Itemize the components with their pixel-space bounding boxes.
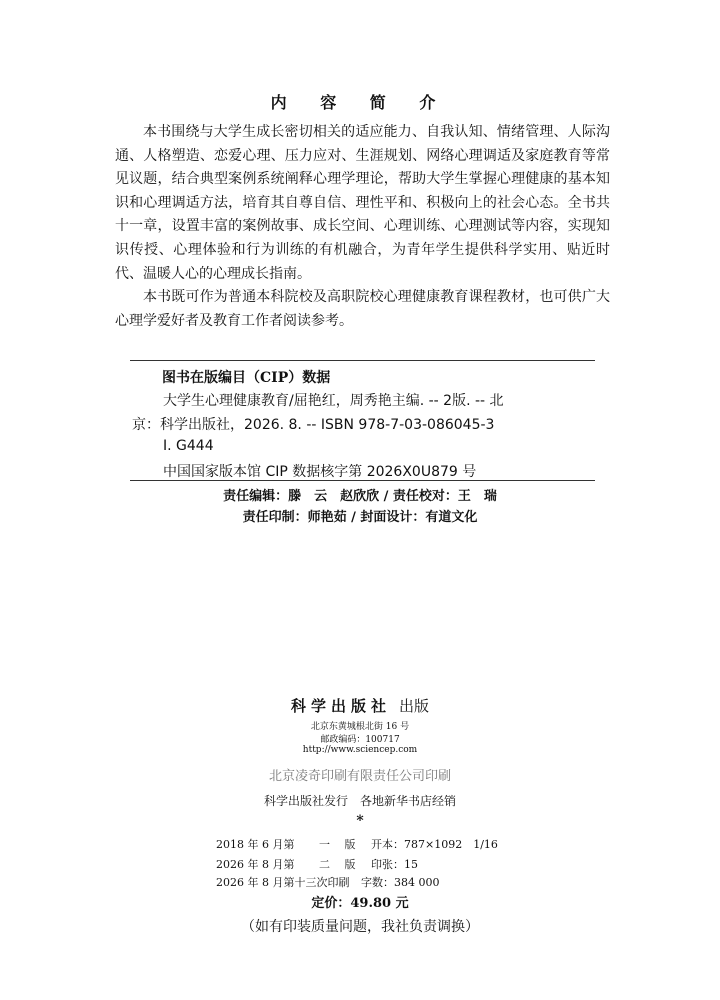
intro-title: 内 容 简 介 — [270, 93, 450, 112]
cip-line-2: 京：科学出版社，2026. 8. -- ISBN 978-7-03-086045-3 — [132, 417, 495, 433]
publisher-website: http://www.sciencep.com — [302, 745, 418, 755]
edition-number: 二 版 — [319, 858, 356, 871]
edition-info: 字数：384 000 — [361, 876, 440, 889]
cip-title: 图书在版编目（CIP）数据 — [162, 370, 331, 386]
intro-paragraph-2: 本书既可作为普通本科院校及高职院校心理健康教育课程教材，也可供广大心理学爱好者及教育工作者阅读参考。 — [115, 289, 610, 329]
cip-bottom-rule — [130, 480, 595, 481]
publisher-suffix: 出版 — [399, 697, 430, 715]
publisher-line — [0, 695, 720, 716]
intro-paragraph-1: 本书围绕与大学生成长密切相关的适应能力、自我认知、情绪管理、人际沟通、人格塑造、恋爱心理、压力应对、生涯规划、网络心理调适及家庭教育等常见议题，结合典型案例系统阐释心理学理论，帮助大学生掌握心理健康的基本知识和心理调适方法，培育其自尊自信、理性平和、积极向上的社会心态。全书共十一章，设置丰富的案例故事、成长空间、心理训练、心理测试等内容，实现知识传授、心理体验和行为训练的有机融合，为青年学生提供科学实用、贴近时代、温暖人心的心理成长指南。 — [115, 124, 610, 282]
publisher-address: 北京东黄城根北街 16 号 — [310, 722, 410, 732]
cip-line-4: 中国国家版本馆 CIP 数据核字第 2026X0U879 号 — [163, 464, 477, 480]
edition-row — [216, 836, 498, 852]
edition-info: 印张：15 — [371, 858, 418, 871]
publisher-name: 科学出版社 — [290, 697, 391, 715]
cip-line-3: Ⅰ. G444 — [163, 438, 214, 454]
printer-line: 北京凌奇印刷有限责任公司印刷 — [268, 769, 451, 784]
edition-row — [216, 856, 418, 872]
edition-info: 开本：787×1092 1/16 — [371, 838, 498, 851]
edition-row — [216, 874, 440, 890]
cip-line-1: 大学生心理健康教育/屈艳红，周秀艳主编. -- 2版. -- 北 — [163, 393, 504, 409]
distribution-line: 科学出版社发行 各地新华书店经销 — [263, 794, 456, 808]
editors-line-1: 责任编辑：滕 云 赵欣欣 / 责任校对：王 瑞 — [223, 489, 497, 504]
editors-line-2: 责任印制：师艳茹 / 封面设计：有道文化 — [242, 510, 478, 525]
cip-top-rule — [130, 360, 595, 361]
quality-note: （如有印装质量问题，我社负责调换） — [241, 919, 479, 935]
publisher-postcode: 邮政编码：100717 — [320, 735, 400, 745]
edition-date: 2018 年 6 月第 — [216, 838, 295, 851]
separator-star: * — [356, 813, 364, 829]
edition-date: 2026 年 8 月第 — [216, 858, 295, 871]
edition-number: 一 版 — [319, 838, 356, 851]
price: 定价：49.80 元 — [311, 896, 409, 911]
intro-body — [115, 121, 610, 333]
edition-date: 2026 年 8 月第十三次印刷 — [216, 876, 350, 889]
